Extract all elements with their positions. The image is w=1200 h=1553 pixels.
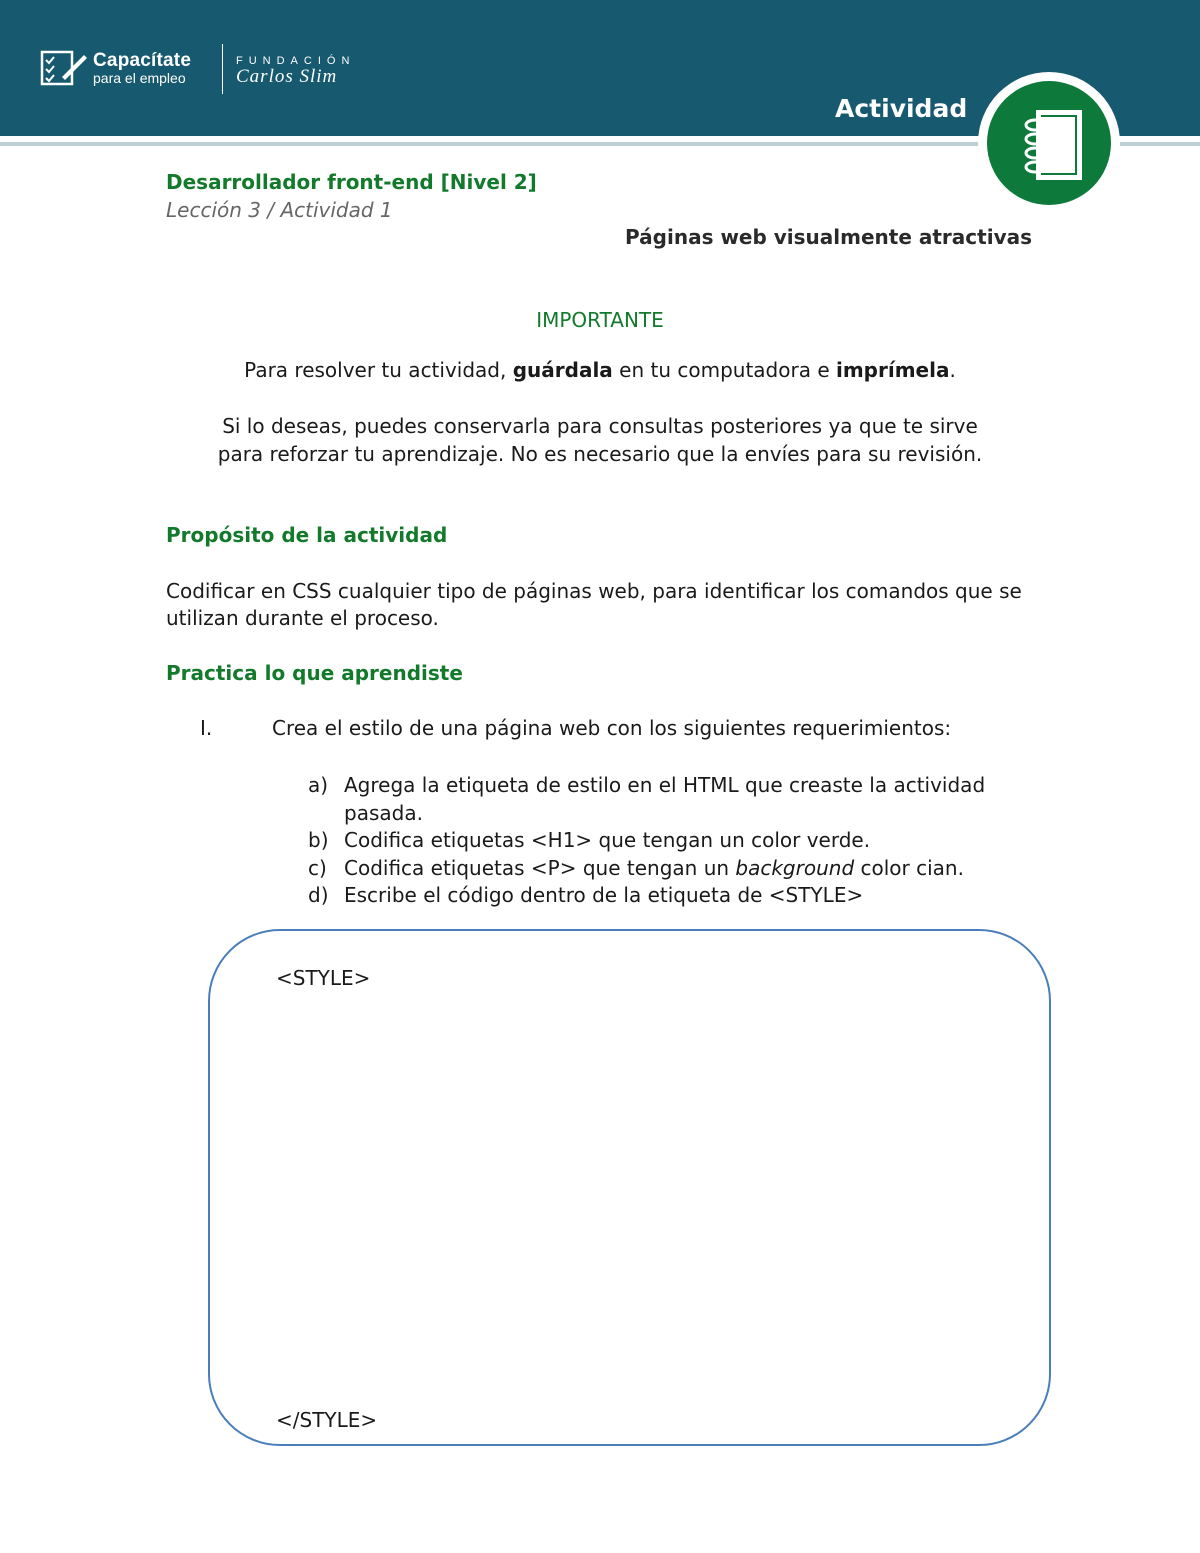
requirements-list: [308, 772, 1068, 910]
foundation-label: FUNDACIÓN: [236, 55, 356, 67]
list-item: [308, 827, 1068, 855]
code-answer-box[interactable]: [208, 929, 1051, 1446]
save-instruction: Para resolver tu actividad, guárdala en tu computadora e imprímela.: [244, 358, 956, 382]
keep-note-line-1: Si lo deseas, puedes conservarla para consultas posteriores ya que te sirve: [222, 414, 978, 438]
logo-subtitle: para el empleo: [93, 70, 186, 86]
foundation-signature: Carlos Slim: [236, 66, 338, 87]
logo-name: Capacítate: [93, 50, 192, 71]
purpose-heading: Propósito de la actividad: [166, 523, 448, 547]
list-item: [308, 882, 1068, 910]
list-item: [308, 772, 1068, 827]
list-item-letter: c): [308, 855, 327, 880]
lesson-subtitle: Lección 3 / Actividad 1: [166, 198, 393, 222]
logo-divider: [222, 44, 223, 94]
style-open-tag: <STYLE>: [276, 966, 371, 990]
activity-badge: [978, 72, 1120, 214]
purpose-text: Codificar en CSS cualquier tipo de páginas web, para identificar los comandos que se utilizan durante el proceso.: [166, 579, 1022, 630]
instruction-text: Crea el estilo de una página web con los siguientes requerimientos:: [272, 716, 952, 740]
list-item-letter: b): [308, 828, 329, 852]
instruction-number: I.: [200, 716, 213, 740]
practice-heading: Practica lo que aprendiste: [166, 661, 463, 685]
notebook-icon: [1015, 107, 1085, 183]
style-close-tag: </STYLE>: [276, 1408, 378, 1432]
section-label: Actividad: [835, 94, 968, 123]
list-item-text: Codifica etiquetas <P> que tengan un background color cian.: [344, 855, 964, 880]
list-item: [308, 855, 1068, 883]
course-title: Desarrollador front-end [Nivel 2]: [166, 170, 537, 194]
list-item-letter: a): [308, 773, 329, 797]
topic-title: Páginas web visualmente atractivas: [625, 225, 1032, 249]
important-heading: IMPORTANTE: [536, 308, 664, 332]
checklist-logo-icon: [40, 49, 88, 87]
keep-note: [0, 412, 1200, 468]
list-item-text: Codifica etiquetas <H1> que tengan un color verde.: [344, 828, 871, 852]
list-item-text: Agrega la etiqueta de estilo en el HTML que creaste la actividad pasada.: [344, 773, 986, 825]
keep-note-line-2: para reforzar tu aprendizaje. No es necesario que la envíes para su revisión.: [217, 442, 983, 466]
list-item-text: Escribe el código dentro de la etiqueta de <STYLE>: [344, 883, 864, 907]
list-item-letter: d): [308, 883, 329, 907]
